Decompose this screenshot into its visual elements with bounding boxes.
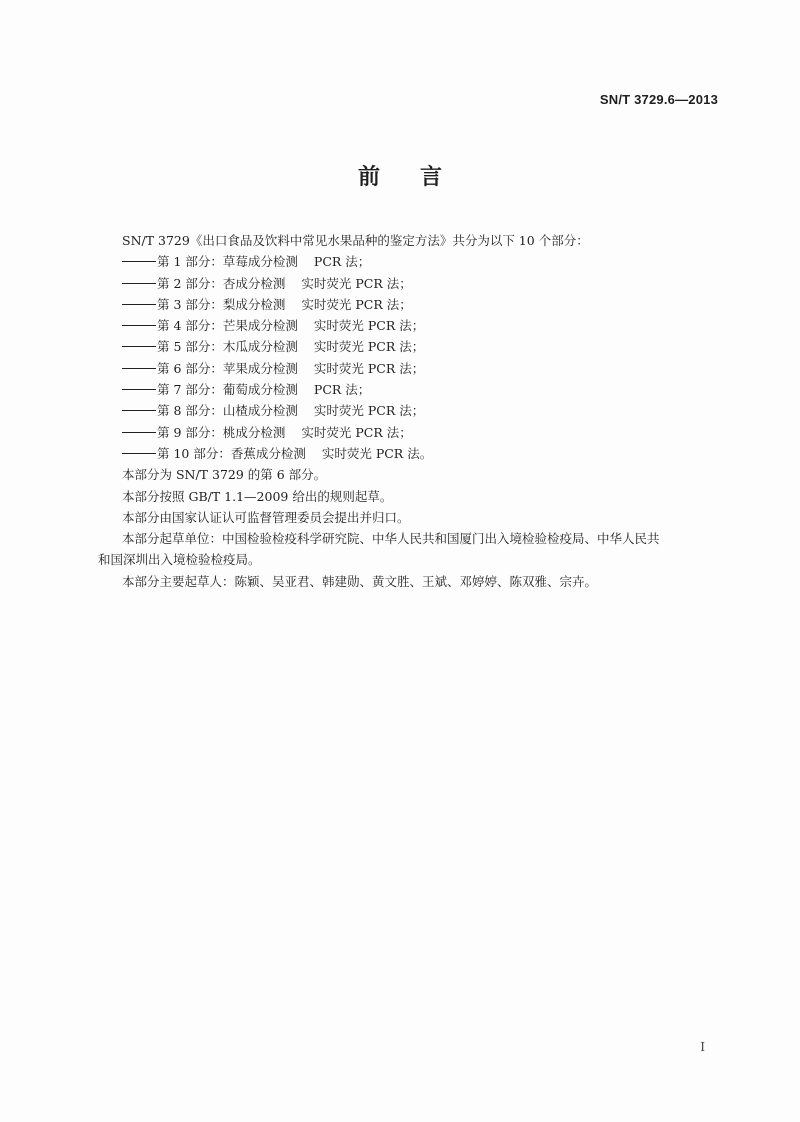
part-label: 第 7 部分：葡萄成分检测 bbox=[157, 382, 298, 398]
part-list-item bbox=[122, 422, 722, 443]
drafting-units-line-2: 和国深圳出入境检验检疫局。 bbox=[98, 552, 261, 568]
part-method: PCR 法； bbox=[313, 382, 371, 398]
part-list-item bbox=[122, 294, 722, 315]
em-dash bbox=[122, 283, 156, 284]
part-method: 实时荧光 PCR 法； bbox=[313, 403, 425, 419]
part-method: 实时荧光 PCR 法； bbox=[313, 318, 425, 334]
part-label: 第 1 部分：草莓成分检测 bbox=[157, 254, 298, 270]
part-list-item bbox=[122, 336, 722, 357]
em-dash bbox=[122, 304, 156, 305]
drafters-statement: 本部分主要起草人：陈颖、吴亚君、韩建勋、黄文胜、王斌、邓婷婷、陈双雅、宗卉。 bbox=[122, 573, 598, 589]
page-title: 前言 bbox=[357, 165, 482, 190]
em-dash bbox=[122, 346, 156, 347]
page-number: I bbox=[700, 1040, 705, 1054]
part-method: 实时荧光 PCR 法； bbox=[313, 339, 425, 355]
em-dash bbox=[122, 368, 156, 369]
standard-code: SN/T 3729.6—2013 bbox=[599, 92, 718, 107]
part-label: 第 3 部分：梨成分检测 bbox=[157, 296, 286, 312]
em-dash bbox=[122, 410, 156, 411]
part-label: 第 9 部分：桃成分检测 bbox=[157, 424, 286, 440]
foreword-body bbox=[98, 230, 722, 592]
part-method: 实时荧光 PCR 法； bbox=[313, 360, 425, 376]
part-list-item bbox=[122, 315, 722, 336]
part-of-statement: 本部分为 SN/T 3729 的第 6 部分。 bbox=[122, 467, 327, 483]
part-list-item bbox=[122, 358, 722, 379]
part-method: PCR 法； bbox=[313, 254, 371, 270]
part-method: 实时荧光 PCR 法； bbox=[301, 275, 412, 291]
part-label: 第 4 部分：芒果成分检测 bbox=[157, 318, 298, 334]
part-method: 实时荧光 PCR 法； bbox=[301, 296, 412, 312]
em-dash bbox=[122, 261, 156, 262]
drafting-units-line-1: 本部分起草单位：中国检验检疫科学研究院、中华人民共和国厦门出入境检验检疫局、中华人民共 bbox=[122, 531, 660, 547]
em-dash bbox=[122, 389, 156, 390]
em-dash bbox=[122, 432, 156, 433]
part-label: 第 5 部分：木瓜成分检测 bbox=[157, 339, 298, 355]
proposed-by-statement: 本部分由国家认证认可监督管理委员会提出并归口。 bbox=[122, 509, 410, 525]
part-label: 第 2 部分：杏成分检测 bbox=[157, 275, 286, 291]
part-list-item bbox=[122, 443, 722, 464]
intro-paragraph: SN/T 3729《出口食品及饮料中常见水果品种的鉴定方法》共分为以下 10 个部分： bbox=[122, 233, 589, 248]
part-list-item bbox=[122, 251, 722, 272]
part-list-item bbox=[122, 400, 722, 421]
part-label: 第 6 部分：苹果成分检测 bbox=[157, 360, 298, 376]
part-label: 第 8 部分：山楂成分检测 bbox=[157, 403, 298, 419]
drafting-units-statement bbox=[98, 528, 722, 571]
part-label: 第 10 部分：香蕉成分检测 bbox=[157, 445, 306, 461]
part-method: 实时荧光 PCR 法。 bbox=[321, 445, 433, 461]
part-method: 实时荧光 PCR 法； bbox=[301, 424, 412, 440]
em-dash bbox=[122, 325, 156, 326]
part-list-item bbox=[122, 379, 722, 400]
em-dash bbox=[122, 453, 156, 454]
drafting-rules-statement: 本部分按照 GB/T 1.1—2009 给出的规则起草。 bbox=[122, 488, 393, 504]
part-list-item bbox=[122, 273, 722, 294]
